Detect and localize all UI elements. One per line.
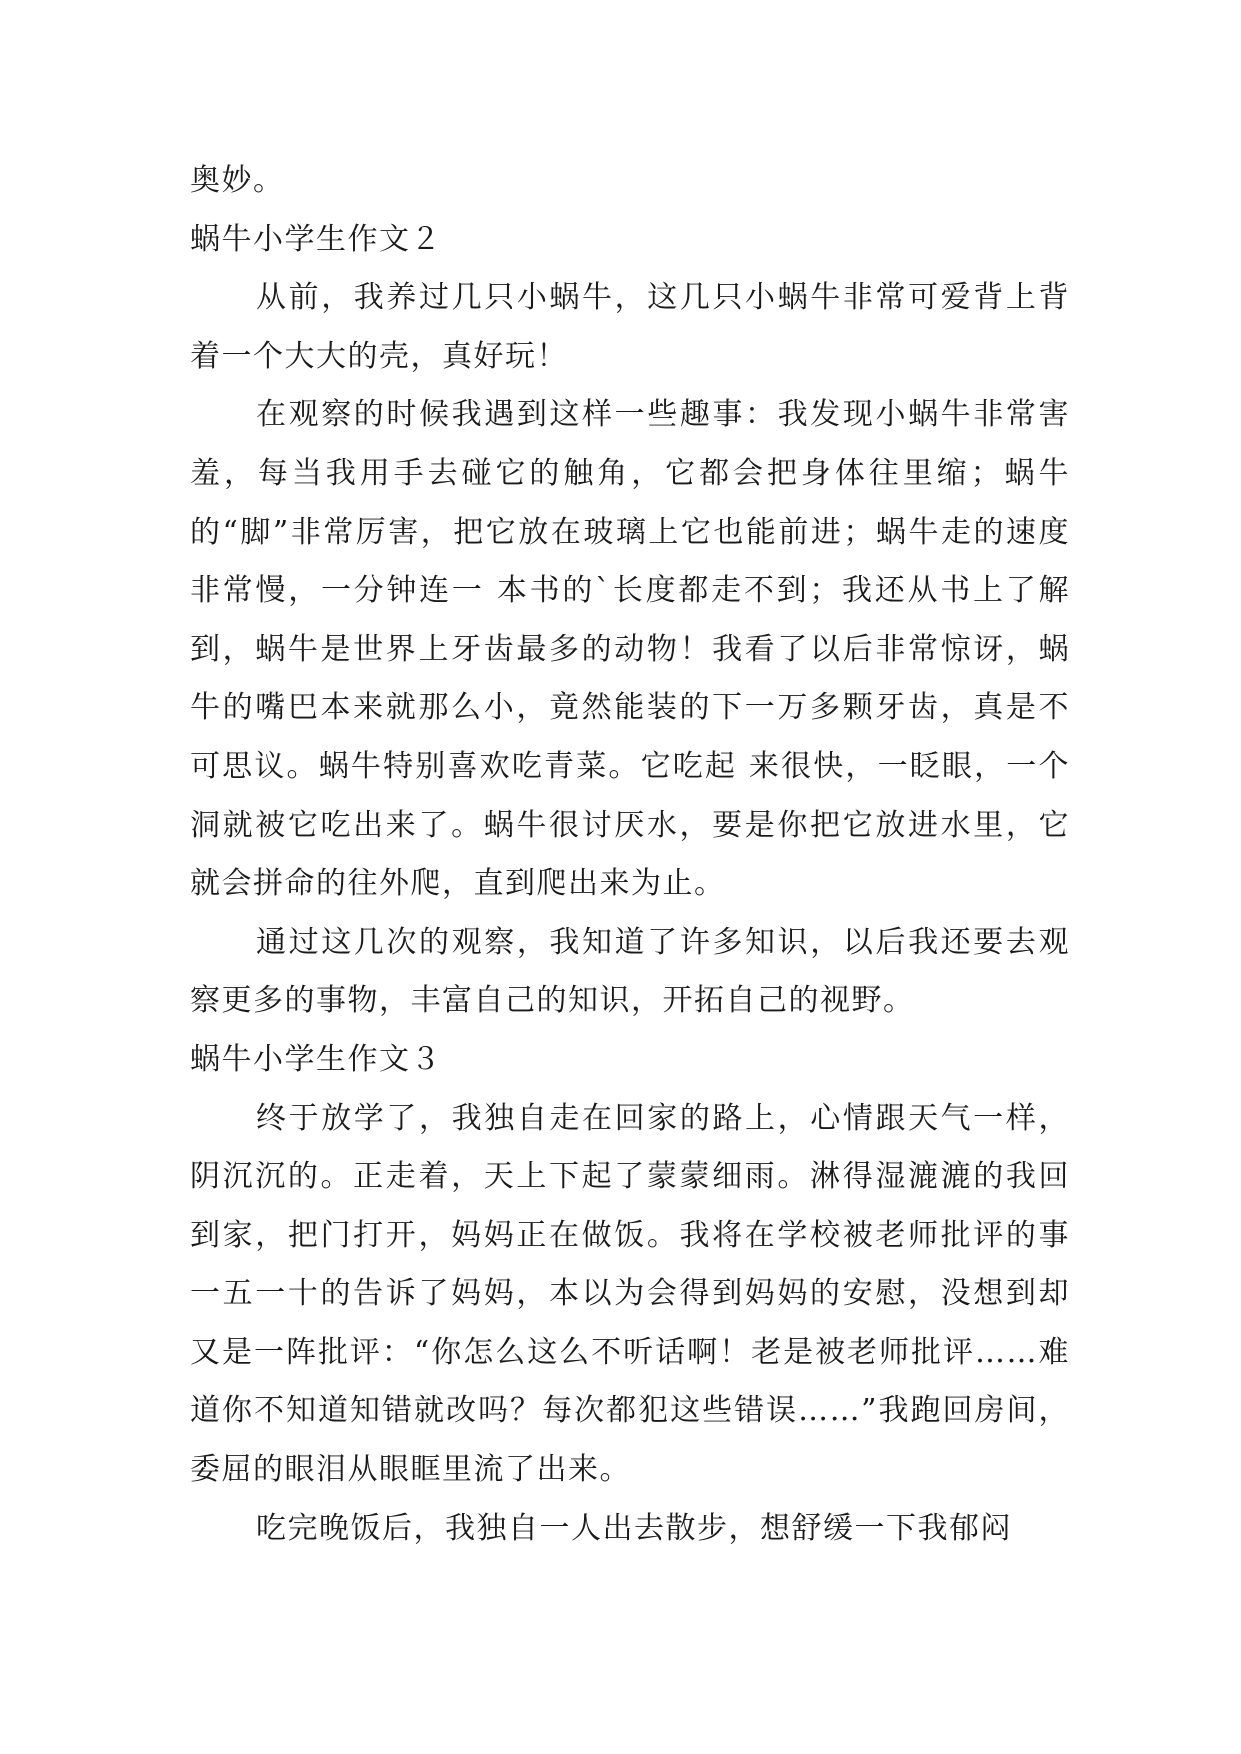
paragraph: 终于放学了，我独自走在回家的路上，心情跟天气一样，阴沉沉的。正走着，天上下起了蒙蒙细雨。淋得湿漉漉的我回到家，把门打开，妈妈正在做饭。我将在学校被老师批评的事一五一十的告诉了妈妈，本以为会得到妈妈的安慰，没想到却又是一阵批评：“你怎么这么不听话啊！老是被老师批评……难道你不知道知错就改吗？每次都犯这些错误……”我跑回房间，委屈的眼泪从眼眶里流了出来。 xyxy=(190,1100,1070,1488)
paragraph: 通过这几次的观察，我知道了许多知识，以后我还要去观察更多的事物，丰富自己的知识，开拓自己的视野。 xyxy=(190,924,1070,1019)
paragraph-continuation: 奥妙。 xyxy=(190,163,285,198)
paragraph: 在观察的时候我遇到这样一些趣事：我发现小蜗牛非常害羞，每当我用手去碰它的触角，它都会把身体往里缩；蜗牛的“脚”非常厉害，把它放在玻璃上它也能前进；蜗牛走的速度非常慢，一分钟连一 本书的`长度都走不到；我还从书上了解到，蜗牛是世界上牙齿最多的动物！我看了以后非常惊讶，蜗牛的嘴巴本来就那么小，竟然能装的下一万多颗牙齿，真是不可思议。蜗牛特别喜欢吃青菜。它吃起 来很快，一眨眼，一个洞就被它吃出来了。蜗牛很讨厌水，要是你把它放进水里，它就会拼命的往外爬，直到爬出来为止。 xyxy=(190,397,1070,902)
section-heading: 蜗牛小学生作文３ xyxy=(190,1041,442,1077)
paragraph: 吃完晚饭后，我独自一人出去散步，想舒缓一下我郁闷 xyxy=(256,1510,1012,1546)
section-heading: 蜗牛小学生作文２ xyxy=(190,221,442,257)
paragraph: 从前，我养过几只小蜗牛，这几只小蜗牛非常可爱背上背着一个大大的壳，真好玩！ xyxy=(190,280,1070,374)
document-body xyxy=(190,152,1070,1558)
